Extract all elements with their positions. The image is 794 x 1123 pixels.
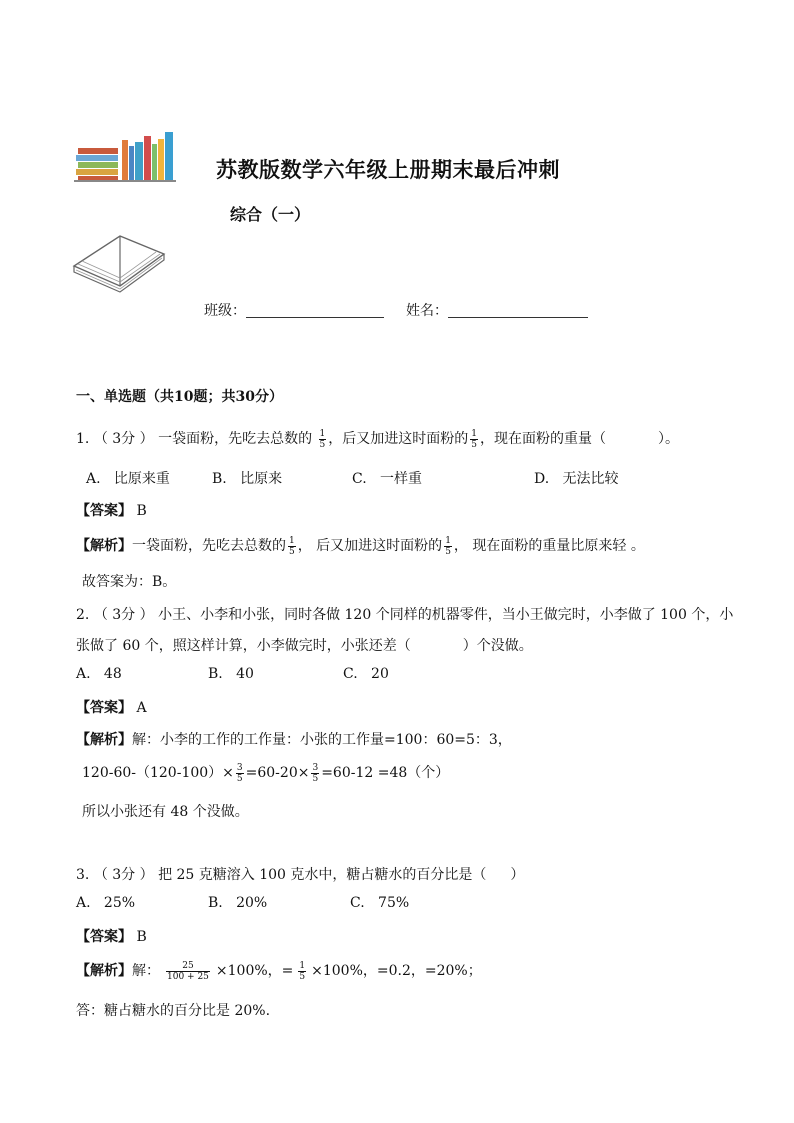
q2-calculation: 120-60-（120-100）× $\frac{3}{5}$ =60-20× $\frac{3}{5}$ =60-12 =48（个） xyxy=(82,762,450,784)
q2-conclusion: 所以小张还有 48 个没做。 xyxy=(82,804,249,820)
question-2-stem-line2: 张做了 60 个，照这样计算，小李做完时，小张还差（ ）个没做。 xyxy=(76,638,533,654)
page-title: 苏教版数学六年级上册期末最后冲刺 xyxy=(216,157,560,182)
fraction: $\frac{1}{5}$ xyxy=(299,960,306,982)
q3-analysis: 【解析】解： $\frac{25}{100 + 25}$ ×100%，= $\frac{1}{5}$ ×100%，=0.2，=20%； xyxy=(76,960,482,982)
question-3-stem: 3. （ 3分 ） 把 25 克糖溶入 100 克水中，糖占糖水的百分比是（ ） xyxy=(76,867,525,883)
fraction: $\frac{1}{5}$ xyxy=(445,535,451,557)
q1-option-b: B. 比原来 xyxy=(212,471,283,487)
page-subtitle: 综合（一） xyxy=(230,205,311,224)
fraction: $\frac{1}{5}$ xyxy=(319,428,326,450)
q3-answer: 【答案】 B xyxy=(76,929,147,945)
q1-option-a: A. 比原来重 xyxy=(86,471,170,487)
q2-analysis: 【解析】解：小李的工作的工作量：小张的工作量=100：60=5：3， xyxy=(76,732,512,748)
q2-option-c: C. 20 xyxy=(343,666,389,682)
q1-option-c: C. 一样重 xyxy=(352,471,423,487)
open-book-icon xyxy=(68,232,168,294)
q1-option-d: D. 无法比较 xyxy=(534,471,619,487)
q3-option-a: A. 25% xyxy=(76,895,136,911)
fraction: $\frac{3}{5}$ xyxy=(312,762,319,784)
class-blank xyxy=(246,303,384,318)
q1-analysis: 【解析】一袋面粉，先吃去总数的 $\frac{1}{5}$ ， 后又加进这时面粉的 $\frac{1}{5}$ ， 现在面粉的重量比原来轻 。 xyxy=(76,535,645,557)
class-field xyxy=(204,300,384,320)
name-label: 姓名： xyxy=(406,303,448,319)
question-1-stem: 1. （ 3分 ） 一袋面粉，先吃去总数的 $\frac{1}{5}$ ，后又加进这时面粉的 $\frac{1}{5}$ ，现在面粉的重量（ ）。 xyxy=(76,428,679,450)
class-label: 班级： xyxy=(204,303,246,319)
q3-option-c: C. 75% xyxy=(350,895,410,911)
section-heading: 一、单选题（共10题；共30分） xyxy=(76,389,283,405)
fraction: $\frac{25}{100 + 25}$ xyxy=(167,960,209,982)
question-2-stem-line1: 2. （ 3分 ） 小王、小李和小张，同时各做 120 个同样的机器零件，当小王做完时，小李做了 100 个，小 xyxy=(76,607,734,623)
q1-answer: 【答案】 B xyxy=(76,503,147,519)
fraction: $\frac{1}{5}$ xyxy=(471,428,477,450)
q2-answer: 【答案】 A xyxy=(76,700,147,716)
books-stack-icon xyxy=(74,130,178,182)
q1-conclusion: 故答案为：B。 xyxy=(82,574,177,590)
q3-option-b: B. 20% xyxy=(208,895,268,911)
q3-conclusion: 答：糖占糖水的百分比是 20%. xyxy=(76,1003,271,1019)
fraction: $\frac{1}{5}$ xyxy=(289,535,295,557)
q2-option-b: B. 40 xyxy=(208,666,254,682)
name-blank xyxy=(448,303,588,318)
fraction: $\frac{3}{5}$ xyxy=(236,762,243,784)
q2-option-a: A. 48 xyxy=(76,666,122,682)
name-field xyxy=(406,300,588,320)
